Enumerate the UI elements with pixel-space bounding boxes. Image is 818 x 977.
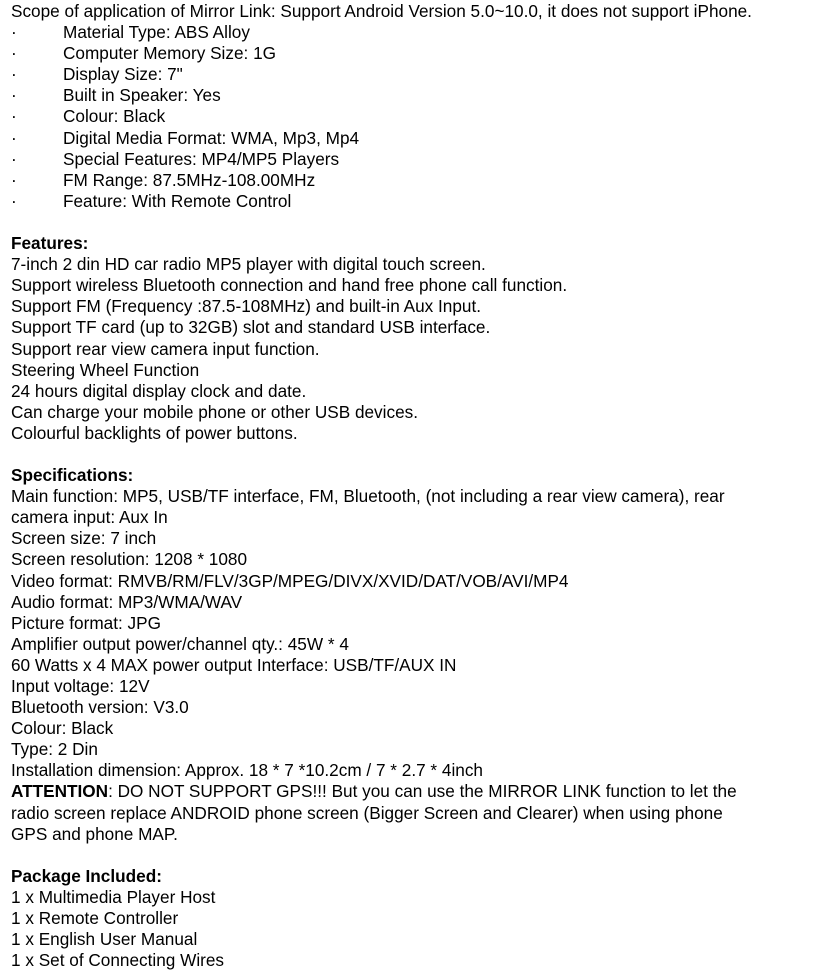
specifications-heading: Specifications: (11, 465, 134, 486)
section-spacer (11, 845, 811, 866)
bullet-dot: · (11, 22, 17, 43)
attention-line: radio screen replace ANDROID phone screen (Bigger Screen and Clearer) when using phone (11, 802, 723, 823)
bullet-text: Special Features: MP4/MP5 Players (63, 148, 340, 169)
feature-item: Support FM (Frequency :87.5-108MHz) and built-in Aux Input. (11, 296, 482, 317)
spec-item: Audio format: MP3/WMA/WAV (11, 591, 243, 612)
spec-item: Type: 2 Din (11, 739, 98, 760)
spec-item: Bluetooth version: V3.0 (11, 697, 189, 718)
bullet-dot: · (11, 169, 17, 190)
spec-item: Colour: Black (11, 718, 114, 739)
spec-item: 60 Watts x 4 MAX power output Interface: USB/TF/AUX IN (11, 654, 457, 675)
attribute-bullet-list (11, 22, 811, 212)
bullet-dot: · (11, 106, 17, 127)
bullet-item (11, 106, 811, 127)
attention-line (11, 781, 811, 802)
package-item: 1 x Remote Controller (11, 908, 179, 929)
package-section (11, 866, 811, 971)
bullet-dot: · (11, 127, 17, 148)
spec-item: Screen resolution: 1208 * 1080 (11, 549, 248, 570)
bullet-item (11, 43, 811, 64)
bullet-text: Digital Media Format: WMA, Mp3, Mp4 (63, 127, 360, 148)
bullet-text: Colour: Black (63, 106, 166, 127)
package-item: 1 x English User Manual (11, 929, 198, 950)
bullet-dot: · (11, 64, 17, 85)
package-heading: Package Included: (11, 865, 162, 886)
bullet-item (11, 191, 811, 212)
bullet-text: Built in Speaker: Yes (63, 85, 221, 106)
bullet-item (11, 85, 811, 106)
spec-main-function-line: Main function: MP5, USB/TF interface, FM, Bluetooth, (not including a rear view camera), rear (11, 486, 725, 507)
spec-item: Amplifier output power/channel qty.: 45W * 4 (11, 633, 349, 654)
specifications-section (11, 465, 811, 845)
spec-item: Installation dimension: Approx. 18 * 7 *10.2cm / 7 * 2.7 * 4inch (11, 760, 483, 781)
spec-item: Input voltage: 12V (11, 676, 150, 696)
bullet-item (11, 22, 811, 43)
bullet-item (11, 170, 811, 191)
package-item: 1 x Multimedia Player Host (11, 886, 216, 907)
package-item: 1 x Set of Connecting Wires (11, 950, 225, 971)
bullet-dot: · (11, 85, 17, 106)
attention-line: GPS and phone MAP. (11, 823, 178, 844)
feature-item: Can charge your mobile phone or other USB devices. (11, 401, 418, 422)
bullet-text: FM Range: 87.5MHz-108.00MHz (63, 169, 316, 190)
features-section (11, 233, 811, 444)
mirror-link-scope-text: Scope of application of Mirror Link: Support Android Version 5.0~10.0, it does not support iPhone. (11, 1, 752, 21)
bullet-item (11, 64, 811, 85)
bullet-text: Feature: With Remote Control (63, 190, 292, 211)
features-heading: Features: (11, 233, 89, 254)
feature-item: Support wireless Bluetooth connection and hand free phone call function. (11, 275, 568, 296)
spec-item: Picture format: JPG (11, 612, 161, 633)
bullet-item (11, 149, 811, 170)
bullet-text: Material Type: ABS Alloy (63, 22, 250, 43)
bullet-text: Display Size: 7" (63, 64, 183, 85)
attention-text: : DO NOT SUPPORT GPS!!! But you can use the MIRROR LINK function to let the (108, 781, 737, 802)
spec-item: Screen size: 7 inch (11, 528, 157, 549)
feature-item: 7-inch 2 din HD car radio MP5 player with digital touch screen. (11, 254, 486, 275)
section-spacer (11, 444, 811, 465)
spec-main-function-line: camera input: Aux In (11, 507, 168, 528)
bullet-dot: · (11, 148, 17, 169)
spec-item: Video format: RMVB/RM/FLV/3GP/MPEG/DIVX/XVID/DAT/VOB/AVI/MP4 (11, 570, 569, 591)
feature-item: Support TF card (up to 32GB) slot and standard USB interface. (11, 317, 491, 338)
bullet-dot: · (11, 43, 17, 64)
bullet-item (11, 128, 811, 149)
feature-item: Colourful backlights of power buttons. (11, 422, 298, 443)
product-description-document (11, 1, 811, 971)
attention-label: ATTENTION (11, 781, 109, 802)
section-spacer (11, 212, 811, 233)
feature-item: Steering Wheel Function (11, 359, 200, 380)
bullet-text: Computer Memory Size: 1G (63, 43, 276, 64)
feature-item: 24 hours digital display clock and date. (11, 380, 307, 401)
feature-item: Support rear view camera input function. (11, 338, 320, 359)
bullet-dot: · (11, 190, 17, 211)
